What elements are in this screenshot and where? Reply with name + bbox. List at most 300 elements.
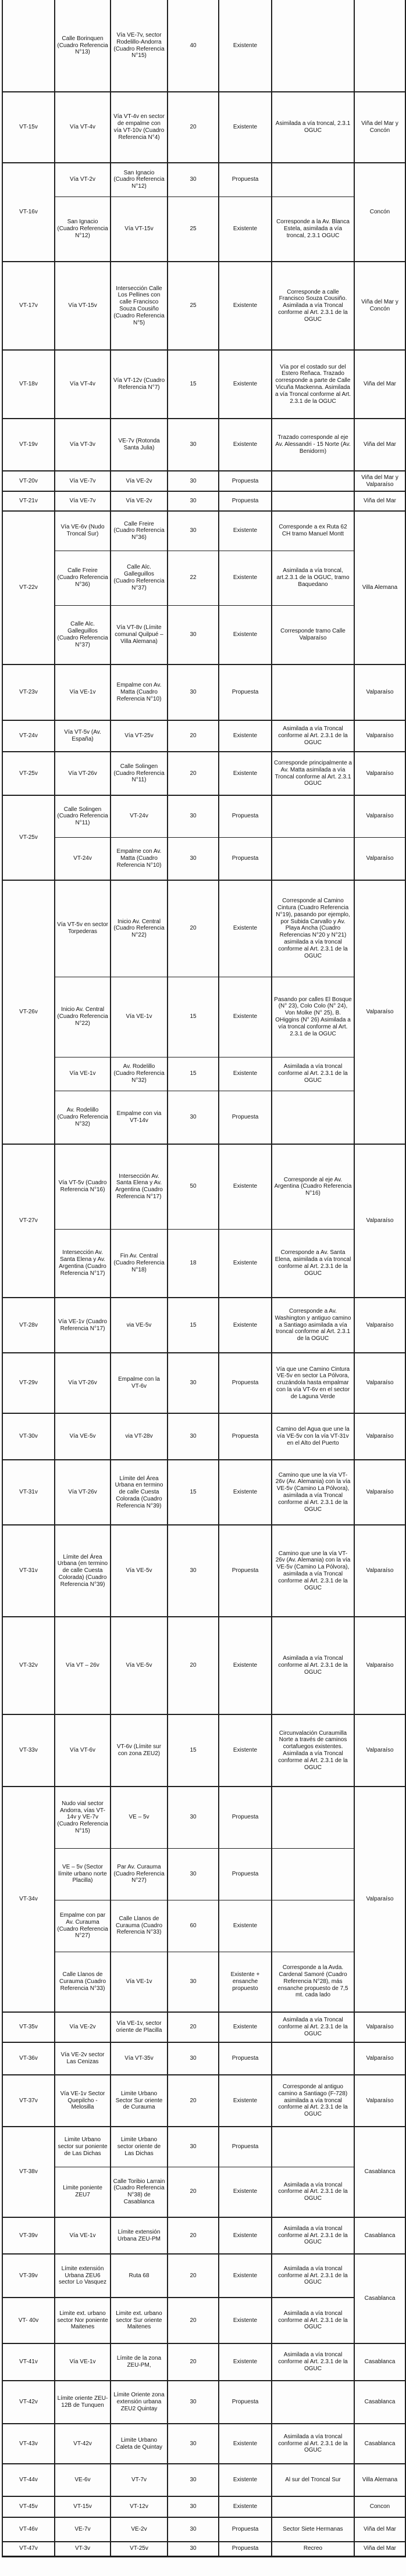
termino-cell: Vía VE-5v — [111, 1617, 168, 1714]
comuna-cell: Viña del Mar — [354, 350, 405, 419]
observaciones-cell — [272, 795, 354, 837]
comuna-cell: Viña del Mar — [354, 491, 405, 511]
comuna-cell: Valparaíso — [354, 837, 405, 880]
comuna-cell: Valparaíso — [354, 880, 405, 1144]
road-code-cell: VT-28v — [2, 1298, 55, 1353]
table-row — [2, 1144, 405, 1229]
inicio-cell: Nudo vial sector Andorra, vías VT-14v y VE-7v (Cuadro Referencia N°15) — [55, 1787, 111, 1848]
termino-cell: VT-7v — [111, 2464, 168, 2496]
observaciones-cell: Camino que une la vía VT-26v (Av. Alemania) con la vía VE-5v (Camino La Pólvora), asimilada a vía Troncal conforme al Art. 2.3.1 de la OGUC — [272, 1525, 354, 1617]
ancho-cell: 20 — [168, 880, 219, 977]
ancho-cell: 15 — [168, 1460, 219, 1525]
inicio-cell: Calle Llanos de Curauma (Cuadro Referencia N°33) — [55, 1952, 111, 2012]
termino-cell: Límite del Área Urbana en termino de calle Cuesta Colorada (Cuadro Referencia N°39) — [111, 1460, 168, 1525]
termino-cell: Vía VE-7v, sector Rodelillo-Andorra (Cuadro Referencia N°15) — [111, 0, 168, 92]
table-row — [2, 0, 405, 92]
estado-cell: Existente — [219, 1229, 272, 1298]
table-row — [2, 1057, 405, 1091]
ancho-cell: 20 — [168, 2343, 219, 2381]
table-row — [2, 880, 405, 977]
estado-cell: Existente — [219, 2464, 272, 2496]
termino-cell: Vía VE-1v — [111, 977, 168, 1057]
table-row — [2, 2343, 405, 2381]
table-row — [2, 2042, 405, 2075]
inicio-cell: VE-7v — [55, 2517, 111, 2542]
comuna-cell: Valparaíso — [354, 1144, 405, 1298]
observaciones-cell: Asimilada a vía troncal conforme al Art. 2.3.1 de la OGUC — [272, 2254, 354, 2298]
observaciones-cell: Asimilada a vía troncal conforme al Art. 2.3.1 de la OGUC — [272, 2424, 354, 2464]
termino-cell: Empalme con Av. Matta (Cuadro Referencia N°10) — [111, 664, 168, 720]
estado-cell: Existente — [219, 2012, 272, 2042]
comuna-cell — [354, 0, 405, 92]
road-code-cell: VT-15v — [2, 92, 55, 163]
ancho-cell: 30 — [168, 2381, 219, 2424]
termino-cell: Par Av. Curauma (Cuadro Referencia N°27) — [111, 1848, 168, 1900]
road-code-cell: VT-20v — [2, 471, 55, 491]
termino-cell: Limite ext. urbano sector Sur oriente Maitenes — [111, 2298, 168, 2343]
inicio-cell: Inicio Av. Central (Cuadro Referencia N°22) — [55, 977, 111, 1057]
comuna-cell: Casablanca — [354, 2127, 405, 2217]
inicio-cell: Av. Rodelillo (Cuadro Referencia N°32) — [55, 1091, 111, 1144]
road-code-cell: VT-16v — [2, 163, 55, 262]
road-code-cell: VT-44v — [2, 2464, 55, 2496]
observaciones-cell: Corresponde a ex Ruta 62 CH tramo Manuel Montt — [272, 511, 354, 551]
road-code-cell: VT-47v — [2, 2542, 55, 2556]
observaciones-cell: Asimilada a vía troncal conforme al Art. 2.3.1 de la OGUC — [272, 2167, 354, 2217]
estado-cell: Propuesta — [219, 1091, 272, 1144]
table-row — [2, 2464, 405, 2496]
table-row — [2, 1229, 405, 1298]
termino-cell: Empalme con via VT-14v — [111, 1091, 168, 1144]
comuna-cell: Viña del Mar — [354, 419, 405, 471]
inicio-cell: VT-24v — [55, 837, 111, 880]
observaciones-cell — [272, 163, 354, 196]
ancho-cell: 30 — [168, 2127, 219, 2167]
ancho-cell: 30 — [168, 1413, 219, 1460]
ancho-cell: 30 — [168, 795, 219, 837]
road-code-cell: VT-29v — [2, 1353, 55, 1413]
comuna-cell: Valparaíso — [354, 2042, 405, 2075]
comuna-cell: Valparaíso — [354, 1298, 405, 1353]
table-row — [2, 2075, 405, 2127]
comuna-cell: Valparaíso — [354, 1353, 405, 1413]
termino-cell: Limite Urbano Sector Sur oriente de Curauma — [111, 2075, 168, 2127]
comuna-cell: Valparaíso — [354, 1714, 405, 1787]
ancho-cell: 20 — [168, 2254, 219, 2298]
observaciones-cell: Sector Siete Hermanas — [272, 2517, 354, 2542]
ancho-cell: 50 — [168, 1144, 219, 1229]
observaciones-cell: Asimilada a vía troncal, 2.3.1 OGUC — [272, 92, 354, 163]
termino-cell: Vía VE-5v — [111, 1525, 168, 1617]
comuna-cell: Valparaíso — [354, 1525, 405, 1617]
inicio-cell: Límite del Área Urbana (en termino de calle Cuesta Colorada) (Cuadro Referencia N°39) — [55, 1525, 111, 1617]
comuna-cell: Valparaíso — [354, 1617, 405, 1714]
termino-cell: Vía VE-2v — [111, 491, 168, 511]
estado-cell: Propuesta — [219, 795, 272, 837]
observaciones-cell — [272, 1787, 354, 1848]
inicio-cell: Vía VT – 26v — [55, 1617, 111, 1714]
table-row — [2, 752, 405, 795]
termino-cell: Intersección Calle Los Pellines con calle Francisco Souza Cousiño (Cuadro Referencia N°5) — [111, 262, 168, 350]
termino-cell: Fin Av. Central (Cuadro Referencia N°18) — [111, 1229, 168, 1298]
estado-cell: Existente — [219, 2254, 272, 2298]
comuna-cell: Valparaíso — [354, 1787, 405, 2012]
termino-cell: VT-25v — [111, 2542, 168, 2556]
comuna-cell: Concón — [354, 163, 405, 262]
ancho-cell: 20 — [168, 2298, 219, 2343]
termino-cell: Calle Llanos de Curauma (Cuadro Referencia N°33) — [111, 1900, 168, 1952]
ancho-cell: 30 — [168, 163, 219, 196]
comuna-cell: Casablanca — [354, 2381, 405, 2424]
estado-cell: Propuesta — [219, 664, 272, 720]
estado-cell: Propuesta — [219, 1848, 272, 1900]
termino-cell: Ruta 68 — [111, 2254, 168, 2298]
inicio-cell: Vía VE-1v Sector Quepilcho - Melosilla — [55, 2075, 111, 2127]
comuna-cell: Viña del Mar — [354, 2542, 405, 2556]
ancho-cell: 30 — [168, 511, 219, 551]
table-row — [2, 795, 405, 837]
ancho-cell: 20 — [168, 720, 219, 752]
road-code-cell: VT-38v — [2, 2127, 55, 2217]
table-row — [2, 1714, 405, 1787]
observaciones-cell: Corresponde al antiguo camino a Santiago (F-728) asimilada a vía troncal conforme al Art. 2.3.1 de la OGUC — [272, 2075, 354, 2127]
ancho-cell: 15 — [168, 350, 219, 419]
inicio-cell: Vía VE-1v — [55, 2217, 111, 2254]
ancho-cell: 30 — [168, 1952, 219, 2012]
termino-cell: San Ignacio (Cuadro Referencia N°12) — [111, 163, 168, 196]
table-row — [2, 1525, 405, 1617]
ancho-cell: 20 — [168, 2012, 219, 2042]
table-row — [2, 1952, 405, 2012]
inicio-cell: VE – 5v (Sector límite urbano norte Placilla) — [55, 1848, 111, 1900]
comuna-cell: Valparaíso — [354, 2075, 405, 2127]
inicio-cell: Límite extensión Urbana ZEU6 sector Lo Vasquez — [55, 2254, 111, 2298]
termino-cell: Límite extensión Urbana ZEU-PM — [111, 2217, 168, 2254]
termino-cell: Limite Urbano Caleta de Quintay — [111, 2424, 168, 2464]
ancho-cell: 30 — [168, 837, 219, 880]
estado-cell: Existente — [219, 2167, 272, 2217]
inicio-cell: Calle Alc. Galleguillos (Cuadro Referencia N°37) — [55, 605, 111, 664]
road-code-cell: VT-43v — [2, 2424, 55, 2464]
road-code-cell: VT-23v — [2, 664, 55, 720]
termino-cell: Intersección Av. Santa Elena y Av. Argentina (Cuadro Referencia N°17) — [111, 1144, 168, 1229]
table-row — [2, 664, 405, 720]
estado-cell: Existente — [219, 551, 272, 605]
roads-table-body — [2, 0, 405, 2556]
inicio-cell: Empalme con par Av. Curauma (Cuadro Referencia N°27) — [55, 1900, 111, 1952]
observaciones-cell: Vía que une Camino Cintura VE-5v en sector La Pólvora, cruzándola hasta empalmar con la vía VT-6v en el sector de Laguna Verde — [272, 1353, 354, 1413]
estado-cell: Existente — [219, 977, 272, 1057]
road-code-cell: VT-17v — [2, 262, 55, 350]
estado-cell: Existente — [219, 2298, 272, 2343]
road-code-cell: VT-25v — [2, 795, 55, 880]
estado-cell: Existente — [219, 2424, 272, 2464]
inicio-cell: Vía VT-3v — [55, 419, 111, 471]
estado-cell: Existente — [219, 720, 272, 752]
estado-cell: Propuesta — [219, 163, 272, 196]
termino-cell: VE – 5v — [111, 1787, 168, 1848]
termino-cell: Límite Oriente zona extensión urbana ZEU2 Quintay — [111, 2381, 168, 2424]
observaciones-cell: Corresponde a Av. Washington y antiguo camino a Santiago asimilada a vía troncal conforme al Art. 2.3.1 de la OGUC — [272, 1298, 354, 1353]
estado-cell: Propuesta — [219, 491, 272, 511]
ancho-cell: 40 — [168, 0, 219, 92]
observaciones-cell: Camino del Agua que une la vía VE-5v con la vía VT-31v en el Alto del Puerto — [272, 1413, 354, 1460]
termino-cell: Empalme con Av. Matta (Cuadro Referencia N°10) — [111, 837, 168, 880]
ancho-cell: 20 — [168, 92, 219, 163]
table-row — [2, 720, 405, 752]
observaciones-cell — [272, 1900, 354, 1952]
inicio-cell: Vía VT-5v en sector Torpederas — [55, 880, 111, 977]
comuna-cell: Valparaíso — [354, 795, 405, 837]
estado-cell: Existente — [219, 350, 272, 419]
table-row — [2, 163, 405, 196]
observaciones-cell: Camino que une la vía VT-26v (Av. Alemania) con la vía VE-5v (Camino La Pólvora), asimilada a vía Troncal conforme al Art. 2.3.1 de la OGUC — [272, 1460, 354, 1525]
ancho-cell: 30 — [168, 1848, 219, 1900]
estado-cell: Propuesta — [219, 2517, 272, 2542]
termino-cell: Vía VT-25v — [111, 720, 168, 752]
observaciones-cell: Corresponde a Av. Santa Elena, asimilada a vía troncal conforme al Art. 2.3.1 de la OGUC — [272, 1229, 354, 1298]
estado-cell: Propuesta — [219, 1787, 272, 1848]
estado-cell: Propuesta — [219, 1353, 272, 1413]
table-row — [2, 1298, 405, 1353]
termino-cell: Vía VT-8v (Límite comunal Quilpué – Villa Alemana) — [111, 605, 168, 664]
comuna-cell: Villa Alemana — [354, 2464, 405, 2496]
observaciones-cell: Asimilada a vía troncal conforme al Art. 2.3.1 de la OGUC — [272, 2217, 354, 2254]
termino-cell: VE-2v — [111, 2517, 168, 2542]
estado-cell: Propuesta — [219, 1413, 272, 1460]
estado-cell: Existente — [219, 1714, 272, 1787]
comuna-cell: Casablanca — [354, 2254, 405, 2343]
ancho-cell: 60 — [168, 1900, 219, 1952]
ancho-cell: 15 — [168, 1298, 219, 1353]
estado-cell: Existente — [219, 1617, 272, 1714]
estado-cell: Existente — [219, 0, 272, 92]
ancho-cell: 20 — [168, 752, 219, 795]
observaciones-cell — [272, 2042, 354, 2075]
table-row — [2, 1460, 405, 1525]
road-code-cell: VT-37v — [2, 2075, 55, 2127]
inicio-cell: Vía VE-2v — [55, 2012, 111, 2042]
termino-cell: VT-12v — [111, 2496, 168, 2517]
comuna-cell: Valparaíso — [354, 2012, 405, 2042]
estado-cell: Existente — [219, 605, 272, 664]
inicio-cell: Vía VE-2v sector Las Cenizas — [55, 2042, 111, 2075]
observaciones-cell — [272, 2496, 354, 2517]
inicio-cell: Límite oriente ZEU-12B de Tunquen — [55, 2381, 111, 2424]
ancho-cell: 30 — [168, 605, 219, 664]
estado-cell: Existente — [219, 1298, 272, 1353]
ancho-cell: 15 — [168, 1714, 219, 1787]
inicio-cell: Vía VT-2v — [55, 163, 111, 196]
road-code-cell: VT-34v — [2, 1787, 55, 2012]
estado-cell: Existente — [219, 1900, 272, 1952]
termino-cell: Vía VT-35v — [111, 2042, 168, 2075]
observaciones-cell: Corresponde tramo Calle Valparaíso — [272, 605, 354, 664]
observaciones-cell: Asimilada a vía troncal, art.2.3.1 de la OGUC, tramo Baquedano — [272, 551, 354, 605]
estado-cell: Existente — [219, 196, 272, 262]
observaciones-cell — [272, 1091, 354, 1144]
comuna-cell: Casablanca — [354, 2343, 405, 2381]
ancho-cell: 30 — [168, 471, 219, 491]
inicio-cell: Calle Freire (Cuadro Referencia N°36) — [55, 551, 111, 605]
termino-cell: Limite Urbano sector oriente de Las Dichas — [111, 2127, 168, 2167]
road-code-cell: VT-33v — [2, 1714, 55, 1787]
inicio-cell: VT-15v — [55, 2496, 111, 2517]
road-code-cell: VT-26v — [2, 880, 55, 1144]
estado-cell: Propuesta — [219, 1525, 272, 1617]
estado-cell: Existente — [219, 2075, 272, 2127]
ancho-cell: 30 — [168, 1525, 219, 1617]
inicio-cell: Vía VT-4v — [55, 92, 111, 163]
observaciones-cell — [272, 0, 354, 92]
comuna-cell: Valparaíso — [354, 1413, 405, 1460]
termino-cell: VT-24v — [111, 795, 168, 837]
inicio-cell: Limite poniente ZEU7 — [55, 2167, 111, 2217]
inicio-cell: Intersección Av. Santa Elena y Av. Argentina (Cuadro Referencia N°17) — [55, 1229, 111, 1298]
observaciones-cell: Pasando por calles El Bosque (N° 23), Colo Colo (N° 24), Von Molke (N° 25), B. OHiggins (N° 26) Asimilada a vía troncal conforme al Art. 2.3.1 de la OGUC — [272, 977, 354, 1057]
road-code-cell: VT-31v — [2, 1525, 55, 1617]
termino-cell: Calle Solingen (Cuadro Referencia N°11) — [111, 752, 168, 795]
estado-cell: Existente — [219, 1460, 272, 1525]
table-row — [2, 511, 405, 551]
ancho-cell: 30 — [168, 1353, 219, 1413]
termino-cell: VT-6v (Límite sur con zona ZEU2) — [111, 1714, 168, 1787]
inicio-cell: Vía VT-26v — [55, 752, 111, 795]
termino-cell: Vía VT-15v — [111, 196, 168, 262]
road-code-cell: VT-39v — [2, 2217, 55, 2254]
comuna-cell: Viña del Mar y Concón — [354, 262, 405, 350]
table-row — [2, 1353, 405, 1413]
inicio-cell: Vía VE-5v — [55, 1413, 111, 1460]
observaciones-cell: Recreo — [272, 2542, 354, 2556]
ancho-cell: 20 — [168, 2217, 219, 2254]
table-row — [2, 2381, 405, 2424]
ancho-cell: 20 — [168, 2167, 219, 2217]
inicio-cell: Vía VT-26v — [55, 1460, 111, 1525]
road-code-cell: VT-41v — [2, 2343, 55, 2381]
termino-cell: Vía VT-12v (Cuadro Referencia N°7) — [111, 350, 168, 419]
estado-cell: Existente — [219, 2343, 272, 2381]
termino-cell: Vía VE-1v, sector oriente de Placilla — [111, 2012, 168, 2042]
comuna-cell: Valparaíso — [354, 664, 405, 720]
estado-cell: Existente — [219, 511, 272, 551]
table-row — [2, 2496, 405, 2517]
observaciones-cell: Asimilada a vía Troncal conforme al Art. 2.3.1 de la OGUC — [272, 2012, 354, 2042]
table-row — [2, 2012, 405, 2042]
table-row — [2, 1091, 405, 1144]
table-row — [2, 551, 405, 605]
table-row — [2, 2217, 405, 2254]
ancho-cell: 30 — [168, 1787, 219, 1848]
termino-cell: Vía VE-1v — [111, 1952, 168, 2012]
ancho-cell: 30 — [168, 1091, 219, 1144]
road-code-cell: VT-24v — [2, 720, 55, 752]
inicio-cell: VE-6v — [55, 2464, 111, 2496]
inicio-cell: Vía VT-15v — [55, 262, 111, 350]
ancho-cell: 30 — [168, 2542, 219, 2556]
observaciones-cell: Corresponde al eje Av. Argentina (Cuadro Referencia N°16) — [272, 1144, 354, 1229]
table-row — [2, 350, 405, 419]
ancho-cell: 15 — [168, 977, 219, 1057]
observaciones-cell: Asimilada a vía troncal conforme al Art. 2.3.1 de la OGUC — [272, 1057, 354, 1091]
ancho-cell: 30 — [168, 2424, 219, 2464]
ancho-cell: 20 — [168, 1617, 219, 1714]
inicio-cell: Vía VT-4v — [55, 350, 111, 419]
road-code-cell: VT-31v — [2, 1460, 55, 1525]
inicio-cell: San Ignacio (Cuadro Referencia N°12) — [55, 196, 111, 262]
inicio-cell: VT-3v — [55, 2542, 111, 2556]
ancho-cell: 20 — [168, 2075, 219, 2127]
observaciones-cell — [272, 491, 354, 511]
ancho-cell: 30 — [168, 2517, 219, 2542]
termino-cell: Calle Freire (Cuadro Referencia N°36) — [111, 511, 168, 551]
estado-cell: Propuesta — [219, 2381, 272, 2424]
estado-cell: Propuesta — [219, 2127, 272, 2167]
inicio-cell: Vía VE-1v — [55, 664, 111, 720]
inicio-cell: Vía VE-7v — [55, 471, 111, 491]
table-row — [2, 2517, 405, 2542]
road-code-cell: VT-35v — [2, 2012, 55, 2042]
observaciones-cell: Corresponde a calle Francisco Souza Cousiño. Asimilada a vía Troncal conforme al Art. 2.3.1 de la OGUC — [272, 262, 354, 350]
estado-cell: Propuesta — [219, 471, 272, 491]
inicio-cell: Vía VT-5v (Av. España) — [55, 720, 111, 752]
table-row — [2, 1413, 405, 1460]
road-code-cell: VT-42v — [2, 2381, 55, 2424]
roads-table — [2, 0, 406, 2557]
inicio-cell: Vía VT-5v (Cuadro Referencia N°16) — [55, 1144, 111, 1229]
ancho-cell: 30 — [168, 2042, 219, 2075]
estado-cell: Existente — [219, 92, 272, 163]
observaciones-cell: Corresponde principalmente a Av. Matta asimilada a vía Troncal conforme al Art. 2.3.1 OGUC — [272, 752, 354, 795]
ancho-cell: 22 — [168, 551, 219, 605]
ancho-cell: 30 — [168, 491, 219, 511]
estado-cell: Propuesta — [219, 2542, 272, 2556]
table-row — [2, 2167, 405, 2217]
termino-cell: Vía VT-4v en sector de empalme con vía VT-10v (Cuadro Referencia N°4) — [111, 92, 168, 163]
observaciones-cell — [272, 837, 354, 880]
inicio-cell: Vía VE-1v — [55, 1057, 111, 1091]
road-code-cell: VT- 40v — [2, 2298, 55, 2343]
comuna-cell: Viña del Mar y Concón — [354, 92, 405, 163]
table-row — [2, 262, 405, 350]
inicio-cell: Limite ext. urbano sector Nor poniente Maitenes — [55, 2298, 111, 2343]
comuna-cell: Casablanca — [354, 2217, 405, 2254]
table-row — [2, 1787, 405, 1848]
termino-cell: VE-7v (Rotonda Santa Julia) — [111, 419, 168, 471]
road-code-cell: VT-46v — [2, 2517, 55, 2542]
ancho-cell: 30 — [168, 664, 219, 720]
comuna-cell: Valparaíso — [354, 720, 405, 752]
observaciones-cell — [272, 2381, 354, 2424]
estado-cell: Existente — [219, 880, 272, 977]
estado-cell: Propuesta — [219, 2042, 272, 2075]
estado-cell: Existente — [219, 1144, 272, 1229]
estado-cell: Existente — [219, 1057, 272, 1091]
observaciones-cell: Asimilada a vía Troncal conforme al Art. 2.3.1 de la OGUC — [272, 720, 354, 752]
ancho-cell: 18 — [168, 1229, 219, 1298]
road-code-cell: VT-22v — [2, 511, 55, 664]
table-row — [2, 2254, 405, 2298]
estado-cell: Propuesta — [219, 837, 272, 880]
comuna-cell: Viña del Mar — [354, 2517, 405, 2542]
inicio-cell: Vía VE-7v — [55, 491, 111, 511]
termino-cell: Inicio Av. Central (Cuadro Referencia N°22) — [111, 880, 168, 977]
table-row — [2, 605, 405, 664]
inicio-cell: Vía VE-1v (Cuadro Referencia N°17) — [55, 1298, 111, 1353]
termino-cell: Calle Toribio Larrain (Cuadro Referencia N°38) de Casablanca — [111, 2167, 168, 2217]
observaciones-cell: Corresponde al Camino Cintura (Cuadro Referencia N°19), pasando por ejemplo, por Subida Carvallo y Av. Playa Ancha (Cuadro Referencias N°20 y N°21) asimilada a vía troncal conforme al Art. 2.3.1 de la OGUC — [272, 880, 354, 977]
estado-cell: Existente + ensanche propuesto — [219, 1952, 272, 2012]
